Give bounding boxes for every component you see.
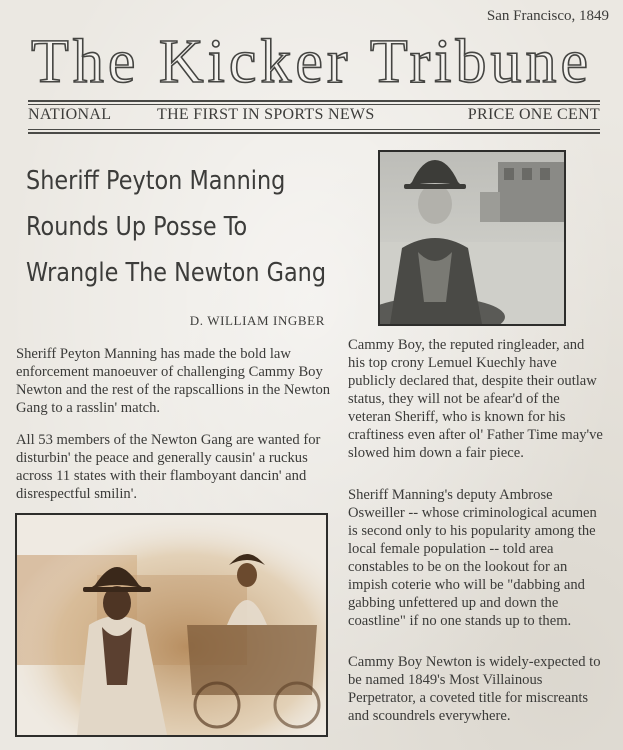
gang-photo — [15, 513, 328, 737]
nav-section-national[interactable]: NATIONAL — [28, 106, 112, 123]
article-paragraph: All 53 members of the Newton Gang are wanted for disturbin' the peace and generally causin' a ruckus across 11 states with their flamboyant dancin' and disrespectful smilin'. — [16, 432, 321, 502]
article-paragraph: Sheriff Peyton Manning has made the bold law enforcement manoeuver of challenging Cammy Boy Newton and the rest of the rapscallions in the Newton Gang to a rasslin' match. — [16, 346, 331, 416]
article-paragraph: Sheriff Manning's deputy Ambrose Osweiller -- whose criminological acumen is second only to his popularity among the local female population -- told area constables to be on the lookout for an impish coterie who will be "dabbing and gabbing unfettered up and down the coastline" if no one stands up to them. — [348, 487, 597, 629]
dateline: San Francisco, 1849 — [486, 8, 609, 24]
masthead-rule-bottom — [28, 132, 600, 134]
sheriff-portrait-image — [380, 152, 564, 324]
article-headline — [26, 158, 327, 296]
article-paragraph: Cammy Boy, the reputed ringleader, and his top crony Lemuel Kuechly have publicly declared that, despite their outlaw status, they will not be afear'd of the veteran Sheriff, who is known for his craftiness even after ol' Father Time may've slowed him down a fair piece. — [348, 337, 603, 461]
sheriff-portrait-photo — [378, 150, 566, 326]
article-byline: D. WILLIAM INGBER — [189, 313, 325, 328]
nav-price: PRICE ONE CENT — [467, 106, 600, 123]
headline-line: Rounds Up Posse To — [26, 212, 248, 242]
headline-line: Wrangle The Newton Gang — [26, 258, 327, 288]
masthead-rule-top-thin — [28, 104, 600, 105]
masthead-rule-bottom-thin — [28, 129, 600, 130]
nav-tagline: THE FIRST IN SPORTS NEWS — [157, 106, 375, 123]
masthead-rule-top — [28, 100, 600, 102]
headline-line: Sheriff Peyton Manning — [26, 166, 286, 196]
newton-gang-image — [17, 515, 326, 735]
masthead-title: The Kicker Tribune — [30, 28, 593, 96]
article-paragraph: Cammy Boy Newton is widely-expected to be named 1849's Most Villainous Perpetrator, a coveted title for miscreants and scoundrels everywhere. — [348, 654, 601, 724]
